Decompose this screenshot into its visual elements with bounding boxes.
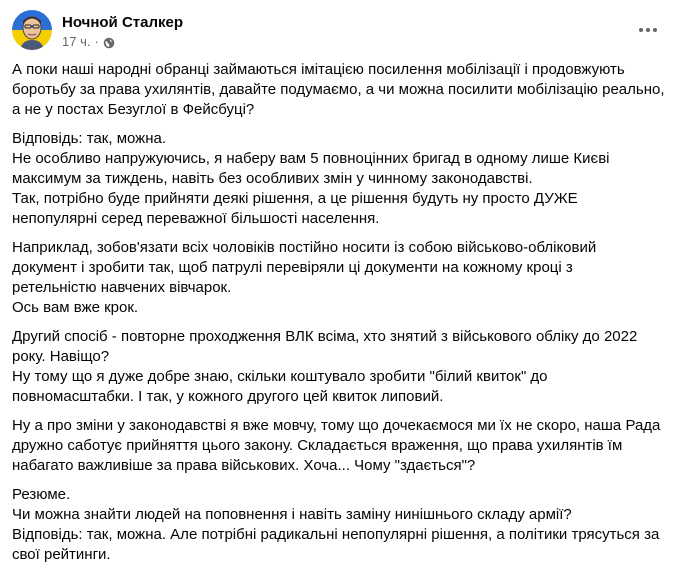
- more-options-button[interactable]: [634, 16, 662, 44]
- avatar-image: [12, 10, 52, 50]
- text-line: Наприклад, зобов'язати всіх чоловіків постійно носити із собою військово-обліковий: [12, 239, 597, 256]
- post-meta: [62, 34, 115, 50]
- text-line: максимум за тиждень, навіть без особливих змін у чинному законодавстві.: [12, 170, 533, 187]
- text-line: а не у постах Безуглої в Фейсбуці?: [12, 101, 255, 118]
- paragraph: [12, 485, 662, 565]
- text-line: непопулярні серед переважної більшості населення.: [12, 210, 380, 227]
- text-line: Відповідь: так, можна.: [12, 130, 167, 147]
- post-time[interactable]: 17 ч.: [62, 34, 91, 49]
- text-line: ретельністю навчених вівчарок.: [12, 279, 232, 296]
- text-line: дружно саботує прийняття цього закону. Складається враження, що права ухилянтів їм: [12, 437, 623, 454]
- text-line: повномасштабки. І так, у кожного другого цей квиток липовий.: [12, 388, 444, 405]
- text-line: Ну тому що я дуже добре знаю, скільки коштувало зробити "білий квиток" до: [12, 368, 548, 385]
- text-line: Другий спосіб - повторне проходження ВЛК всіма, хто знятий з військового обліку до 2022: [12, 328, 638, 345]
- author-name[interactable]: Ночной Сталкер: [62, 14, 184, 31]
- text-line: боротьбу за права ухилянтів, давайте подумаємо, а чи можна посилити мобілізацію реально,: [12, 81, 665, 98]
- globe-icon[interactable]: [103, 37, 115, 49]
- text-line: Так, потрібно буде прийняти деякі рішення, а це рішення будуть ну просто ДУЖЕ: [12, 190, 578, 207]
- text-line: свої рейтинги.: [12, 546, 111, 563]
- text-line: Ось вам вже крок.: [12, 299, 139, 316]
- paragraph: [12, 416, 662, 476]
- paragraph: [12, 60, 665, 120]
- text-line: Не особливо напружуючись, я наберу вам 5 повноцінних бригад в одному лише Києві: [12, 150, 610, 167]
- more-horizontal-icon: [638, 27, 658, 33]
- paragraph: [12, 129, 662, 229]
- meta-separator: ·: [94, 34, 99, 49]
- text-line: А поки наші народні обранці займаються імітацією посилення мобілізації і продовжують: [12, 61, 625, 78]
- text-line: документ і зробити так, щоб патрулі перевіряли ці документи на кожному кроці з: [12, 259, 573, 276]
- text-line: Резюме.: [12, 486, 71, 503]
- text-line: Чи можна знайти людей на поповнення і навіть заміну нинішнього складу армії?: [12, 506, 572, 523]
- avatar[interactable]: [12, 10, 52, 50]
- paragraph: [12, 327, 662, 407]
- text-line: року. Навіщо?: [12, 348, 110, 365]
- post-header: [12, 10, 662, 54]
- post-text: [12, 60, 665, 574]
- text-line: Відповідь: так, можна. Але потрібні радикальні непопулярні рішення, а політики трясуться за: [12, 526, 660, 543]
- paragraph: [12, 238, 662, 318]
- text-line: Ну а про зміни у законодавстві я вже мовчу, тому що дочекаємося ми їх не скоро, наша Рада: [12, 417, 661, 434]
- text-line: набагато важливіше за права військових. Хоча... Чому "здається"?: [12, 457, 476, 474]
